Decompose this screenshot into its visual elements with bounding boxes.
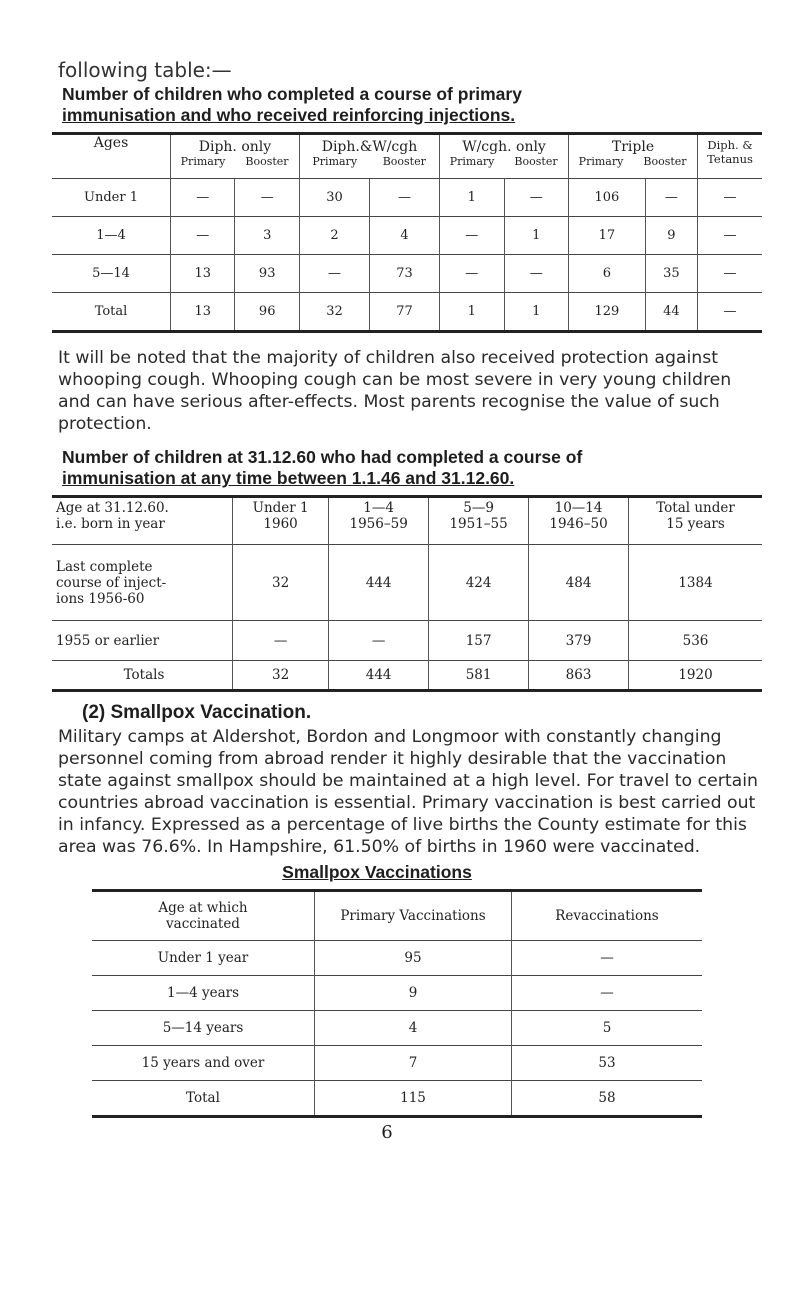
cell: 484 — [529, 545, 629, 621]
header-line: 15 years — [666, 516, 725, 532]
header-revaccinations: Revaccinations — [512, 891, 703, 941]
cell: 1 — [504, 293, 568, 332]
cell: — — [698, 255, 763, 293]
cell: 53 — [512, 1046, 703, 1081]
cell: — — [512, 941, 703, 976]
cell: 444 — [329, 661, 429, 691]
row-label: 1—4 years — [92, 976, 315, 1011]
table-row — [52, 179, 762, 217]
row-label: Under 1 — [52, 179, 171, 217]
table-row — [92, 941, 702, 976]
immunisation-table — [52, 132, 762, 333]
cell: 4 — [315, 1011, 512, 1046]
sub-booster: Booster — [382, 155, 426, 168]
cell: 379 — [529, 621, 629, 661]
table3-header-row — [92, 891, 702, 941]
cell: 13 — [171, 293, 235, 332]
cell: 95 — [315, 941, 512, 976]
cell: 444 — [329, 545, 429, 621]
cell: 5 — [512, 1011, 703, 1046]
table1-title-line2-text: immunisation and who received reinforcing injections. — [62, 105, 516, 125]
header-5-9 — [429, 497, 529, 545]
paragraph-whooping-cough: It will be noted that the majority of children also received protection against whooping cough. Whooping cough can be most severe in very young children and can have serious after-effects. Most parents recognise the value of such protection. — [58, 348, 732, 434]
cell: — — [504, 255, 568, 293]
row-label: Total — [52, 293, 171, 332]
header-age — [52, 497, 233, 545]
table-row-total — [52, 661, 762, 691]
table-row — [52, 255, 762, 293]
header-line: Age at which — [158, 900, 248, 916]
row-label: 1—4 — [52, 217, 171, 255]
row-label: Total — [92, 1081, 315, 1117]
table1-title-line1: Number of children who completed a course of primary — [62, 84, 522, 104]
group-label: Diph. only — [198, 139, 272, 155]
header-age-vaccinated — [92, 891, 315, 941]
table1-header-row — [52, 134, 762, 179]
group-label: Triple — [611, 139, 655, 155]
row-label — [52, 545, 233, 621]
table2-header-row — [52, 497, 762, 545]
header-under1 — [233, 497, 329, 545]
cell: — — [233, 621, 329, 661]
sub-booster: Booster — [643, 155, 687, 168]
row-label: 15 years and over — [92, 1046, 315, 1081]
table-row — [52, 545, 762, 621]
cell: 7 — [315, 1046, 512, 1081]
cell: 32 — [233, 661, 329, 691]
cell: — — [370, 179, 440, 217]
header-line: i.e. born in year — [56, 516, 165, 532]
header-10-14 — [529, 497, 629, 545]
cell: 93 — [235, 255, 299, 293]
label-line: course of inject- — [56, 574, 167, 591]
cell: 35 — [645, 255, 697, 293]
cell: 96 — [235, 293, 299, 332]
row-label: Totals — [52, 661, 233, 691]
cell: 106 — [569, 179, 646, 217]
cell: 115 — [315, 1081, 512, 1117]
cell: — — [171, 217, 235, 255]
cell: 157 — [429, 621, 529, 661]
cell: — — [698, 293, 763, 332]
table-row — [92, 976, 702, 1011]
sub-primary: Primary — [312, 155, 358, 168]
table-row-total — [92, 1081, 702, 1117]
table1-title-line2 — [62, 105, 762, 126]
page-number: 6 — [381, 1122, 393, 1143]
cell: 44 — [645, 293, 697, 332]
cell: 2 — [299, 217, 369, 255]
row-label: Under 1 year — [92, 941, 315, 976]
cell: 17 — [569, 217, 646, 255]
smallpox-vaccinations-table — [92, 889, 702, 1118]
sub-booster: Booster — [245, 155, 289, 168]
header-line: 1946–50 — [549, 516, 608, 532]
intro-line: following table:— — [58, 58, 232, 82]
group-label: W/cgh. only — [462, 139, 546, 155]
table2-title-line2 — [62, 468, 762, 489]
table-row — [92, 1046, 702, 1081]
cell: 863 — [529, 661, 629, 691]
cell: 581 — [429, 661, 529, 691]
table2-title-line2-text: immunisation at any time between 1.1.46 and 31.12.60. — [62, 468, 515, 488]
label-line: Last complete — [56, 558, 153, 575]
table-row — [52, 621, 762, 661]
cell: 3 — [235, 217, 299, 255]
paragraph-smallpox: Military camps at Aldershot, Bordon and Longmoor with constantly changing personnel coming from abroad render it highly desirable that the vaccination state against smallpox should be maintained at a high level. For travel to certain countries abroad vaccination is essential. Primary vaccination is best carried out in infancy. Expressed as a percentage of live births the County estimate for this area was 76.6%. In Hampshire, 61.50% of births in 1960 were vaccinated. — [58, 727, 758, 857]
header-line: Age at 31.12.60. — [56, 500, 169, 516]
label-line: ions 1956-60 — [56, 590, 145, 607]
table-row-total — [52, 293, 762, 332]
group-wcgh-only — [440, 134, 569, 179]
header-line: Under 1 — [252, 500, 309, 516]
table3-title-text: Smallpox Vaccinations — [282, 862, 472, 882]
completed-immunisation-table — [52, 495, 762, 692]
row-label: 5—14 years — [92, 1011, 315, 1046]
table-row — [92, 1011, 702, 1046]
cell: 77 — [370, 293, 440, 332]
header-line: 5—9 — [463, 500, 494, 516]
sub-booster: Booster — [514, 155, 558, 168]
header-1-4 — [329, 497, 429, 545]
section2-heading: (2) Smallpox Vaccination. — [82, 702, 312, 723]
header-line: Total under — [656, 500, 735, 516]
header-line: vaccinated — [166, 916, 240, 932]
group-label: Tetanus — [707, 152, 753, 166]
cell: 9 — [645, 217, 697, 255]
cell: — — [504, 179, 568, 217]
cell: 9 — [315, 976, 512, 1011]
cell: — — [645, 179, 697, 217]
sub-primary: Primary — [180, 155, 226, 168]
header-primary: Primary Vaccinations — [315, 891, 512, 941]
cell: 1 — [440, 179, 504, 217]
cell: — — [329, 621, 429, 661]
header-line: 1951–55 — [449, 516, 508, 532]
cell: — — [698, 179, 763, 217]
cell: 30 — [299, 179, 369, 217]
cell: — — [235, 179, 299, 217]
cell: — — [440, 255, 504, 293]
cell: 129 — [569, 293, 646, 332]
cell: 424 — [429, 545, 529, 621]
header-total — [629, 497, 762, 545]
cell: 1920 — [629, 661, 762, 691]
sub-primary: Primary — [449, 155, 495, 168]
row-label: 5—14 — [52, 255, 171, 293]
cell: 73 — [370, 255, 440, 293]
group-triple — [569, 134, 698, 179]
cell: 1384 — [629, 545, 762, 621]
group-diph-tetanus — [698, 134, 763, 179]
cell: 58 — [512, 1081, 703, 1117]
row-label: 1955 or earlier — [52, 621, 233, 661]
cell: — — [299, 255, 369, 293]
header-line: 1—4 — [363, 500, 394, 516]
table-row — [52, 217, 762, 255]
header-line: 10—14 — [554, 500, 603, 516]
cell: — — [440, 217, 504, 255]
cell: 32 — [233, 545, 329, 621]
table3-title — [0, 862, 762, 883]
cell: 32 — [299, 293, 369, 332]
ages-header: Ages — [93, 135, 129, 151]
cell: 4 — [370, 217, 440, 255]
cell: — — [171, 179, 235, 217]
cell: 13 — [171, 255, 235, 293]
group-label: Diph.&W/cgh — [321, 139, 418, 155]
header-line: 1956–59 — [349, 516, 408, 532]
cell: — — [698, 217, 763, 255]
table2-title-line1: Number of children at 31.12.60 who had completed a course of — [62, 447, 583, 467]
cell: 1 — [504, 217, 568, 255]
sub-primary: Primary — [578, 155, 624, 168]
document-page — [52, 58, 762, 1143]
cell: 536 — [629, 621, 762, 661]
group-diph-only — [171, 134, 300, 179]
header-line: 1960 — [263, 516, 298, 532]
group-diph-wcgh — [299, 134, 439, 179]
cell: — — [512, 976, 703, 1011]
cell: 6 — [569, 255, 646, 293]
cell: 1 — [440, 293, 504, 332]
group-label: Diph. & — [707, 138, 753, 152]
